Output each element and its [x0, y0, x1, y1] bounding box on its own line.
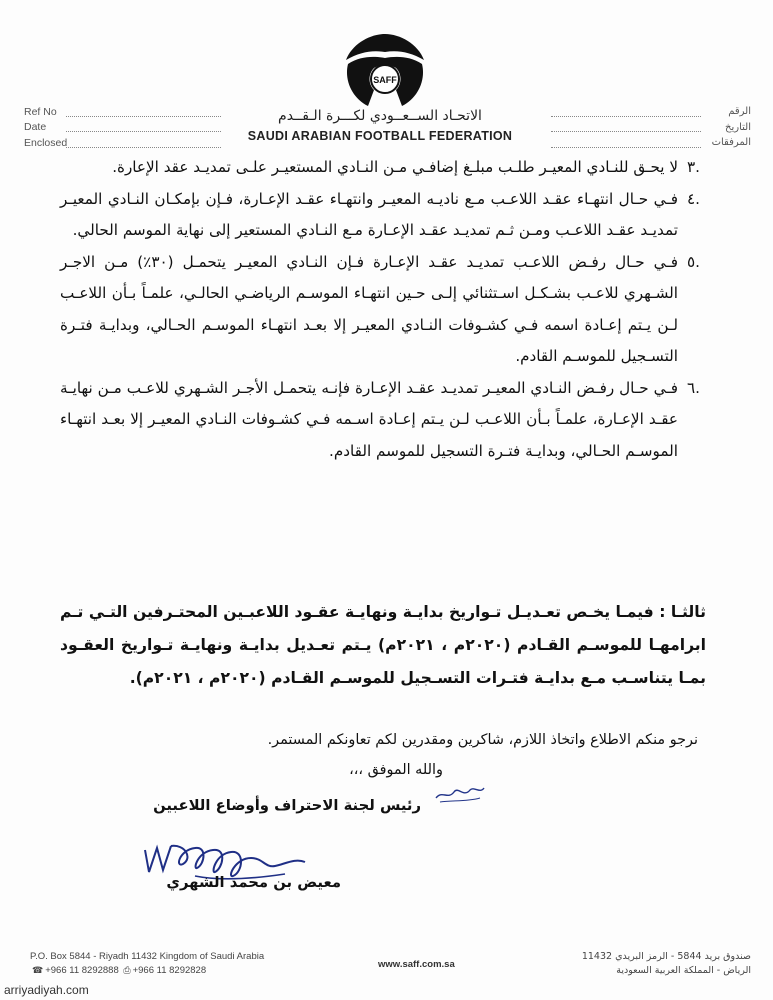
handwritten-initials [430, 776, 490, 806]
footer-english [30, 951, 264, 979]
ref-fields-english [24, 104, 221, 151]
date-label: Date [24, 121, 47, 134]
footer-arabic [582, 951, 751, 979]
org-name-arabic: الاتحـاد الســعــودي لكـــرة الـقــدم [278, 108, 482, 124]
date-line-ar [551, 122, 701, 132]
signatory-title: رئيس لجنة الاحتراف وأوضاع اللاعبين [153, 797, 421, 814]
footer-city-ar: الرياض - المملكة العربية السعودية [616, 965, 751, 976]
numbered-clauses [60, 152, 700, 467]
footer-phones [30, 965, 264, 979]
ref-no-label-ar: الرقم [728, 106, 751, 118]
clause-5 [60, 247, 700, 373]
ref-no-line [66, 107, 221, 117]
saff-logo-icon [340, 30, 430, 112]
source-watermark: arriyadiyah.com [4, 983, 89, 997]
footer-phone: +966 11 8292888 [45, 965, 119, 976]
clause-text: فـي حـال رفـض اللاعـب تمديـد عقـد الإعـارة فـإن النـادي المعيـر يتحمـل (٣٠٪) مـن الاجـر الشـهري للاعـب بشـكـل اسـتثنائي إلـى حـين انتهـاء الموسـم الرياضـي الحالـي، علمـاً بـأن اللاعـب لـن يـتم إعـادة اسمه فـي كشـوفات النـادي المعيـر إلا بعـد انتهـاء الموسـم الحـالي، وبدايـة فتـرة التسـجيل للموسـم القادم. [60, 252, 678, 365]
signatory-name: معيض بن محمد الشهري [166, 874, 341, 891]
fax-icon: ⎙ [123, 965, 131, 975]
clause-text: فـي حـال رفـض النـادي المعيـر تمديـد عقـد الإعـارة فإنـه يتحمـل الأجـر الشـهري للاعـب مـن نهايـة عقـد الإعـارة، علمـاً بـأن اللاعـب لـن يـتم إعـادة اسـمه فـي كشـوفات النـادي المعيـر إلا بعـد انتهـاء الموسـم الحـالي، وبدايـة فتـرة التسجيل للموسم القادم. [60, 378, 678, 460]
clause-3 [60, 152, 700, 184]
enclosed-label-ar: المرفقات [711, 137, 751, 149]
footer-website: www.saff.com.sa [378, 959, 455, 970]
footer-fax: +966 11 8292828 [132, 965, 207, 976]
phone-icon: ☎ [32, 965, 44, 975]
clause-number: .٤ [687, 189, 700, 208]
footer-address-en: P.O. Box 5844 - Riyadh 11432 Kingdom of Saudi Arabia [30, 951, 265, 962]
ref-fields-arabic [551, 104, 751, 151]
logo-text: SAFF [373, 75, 397, 85]
enclosed-line [66, 138, 221, 148]
section-three: ثالثـا : فيمـا يخـص تعـديـل تـواريخ بدايـة ونهايـة عقـود اللاعبـين المحتـرفين التـي تـم ابرامهـا للموسـم القـادم (٢٠٢٠م ، ٢٠٢١م) يـتم تعـديل بدايـة ونهايـة تـواريخ العقـود بمـا يتناسـب مـع بدايـة فتـرات التسـجيل للموسـم القـادم (٢٠٢٠م ، ٢٠٢١م). [60, 603, 706, 687]
enclosed-line-ar [551, 138, 701, 148]
closing-line: نرجو منكم الاطلاع واتخاذ اللازم، شاكرين ومقدرين لكم تعاونكم المستمر. [267, 732, 698, 748]
clause-6 [60, 373, 700, 468]
enclosed-label: Enclosed [24, 136, 68, 149]
date-label-ar: التاريخ [725, 121, 751, 133]
footer-address-ar: صندوق بريد 5844 - الرمز البريدي 11432 [581, 951, 751, 962]
clause-number: .٥ [687, 252, 700, 271]
org-name-english: SAUDI ARABIAN FOOTBALL FEDERATION [247, 129, 513, 143]
sign-off: والله الموفق ،،، [349, 762, 443, 778]
ref-no-label: Ref No [24, 105, 57, 118]
date-line [66, 122, 221, 132]
clause-number: .٦ [687, 378, 700, 397]
ref-no-line-ar [551, 107, 701, 117]
clause-4 [60, 184, 700, 247]
clause-text: لا يحـق للنـادي المعيـر طلـب مبلـغ إضافـي مـن النـادي المستعيـر علـى تمديـد عقد الإعارة. [112, 158, 678, 176]
clause-number: .٣ [687, 158, 700, 176]
clause-text: فـي حـال انتهـاء عقـد اللاعـب مـع ناديـه المعيـر وانتهـاء عقـد الإعـارة، فـإن بإمكـان النـادي المعيـر تمديـد عقـد اللاعـب ومـن ثـم تمديـد عقـد الإعـارة مـع النـادي المستعير إلى نهاية الموسم الحالي. [60, 189, 678, 239]
